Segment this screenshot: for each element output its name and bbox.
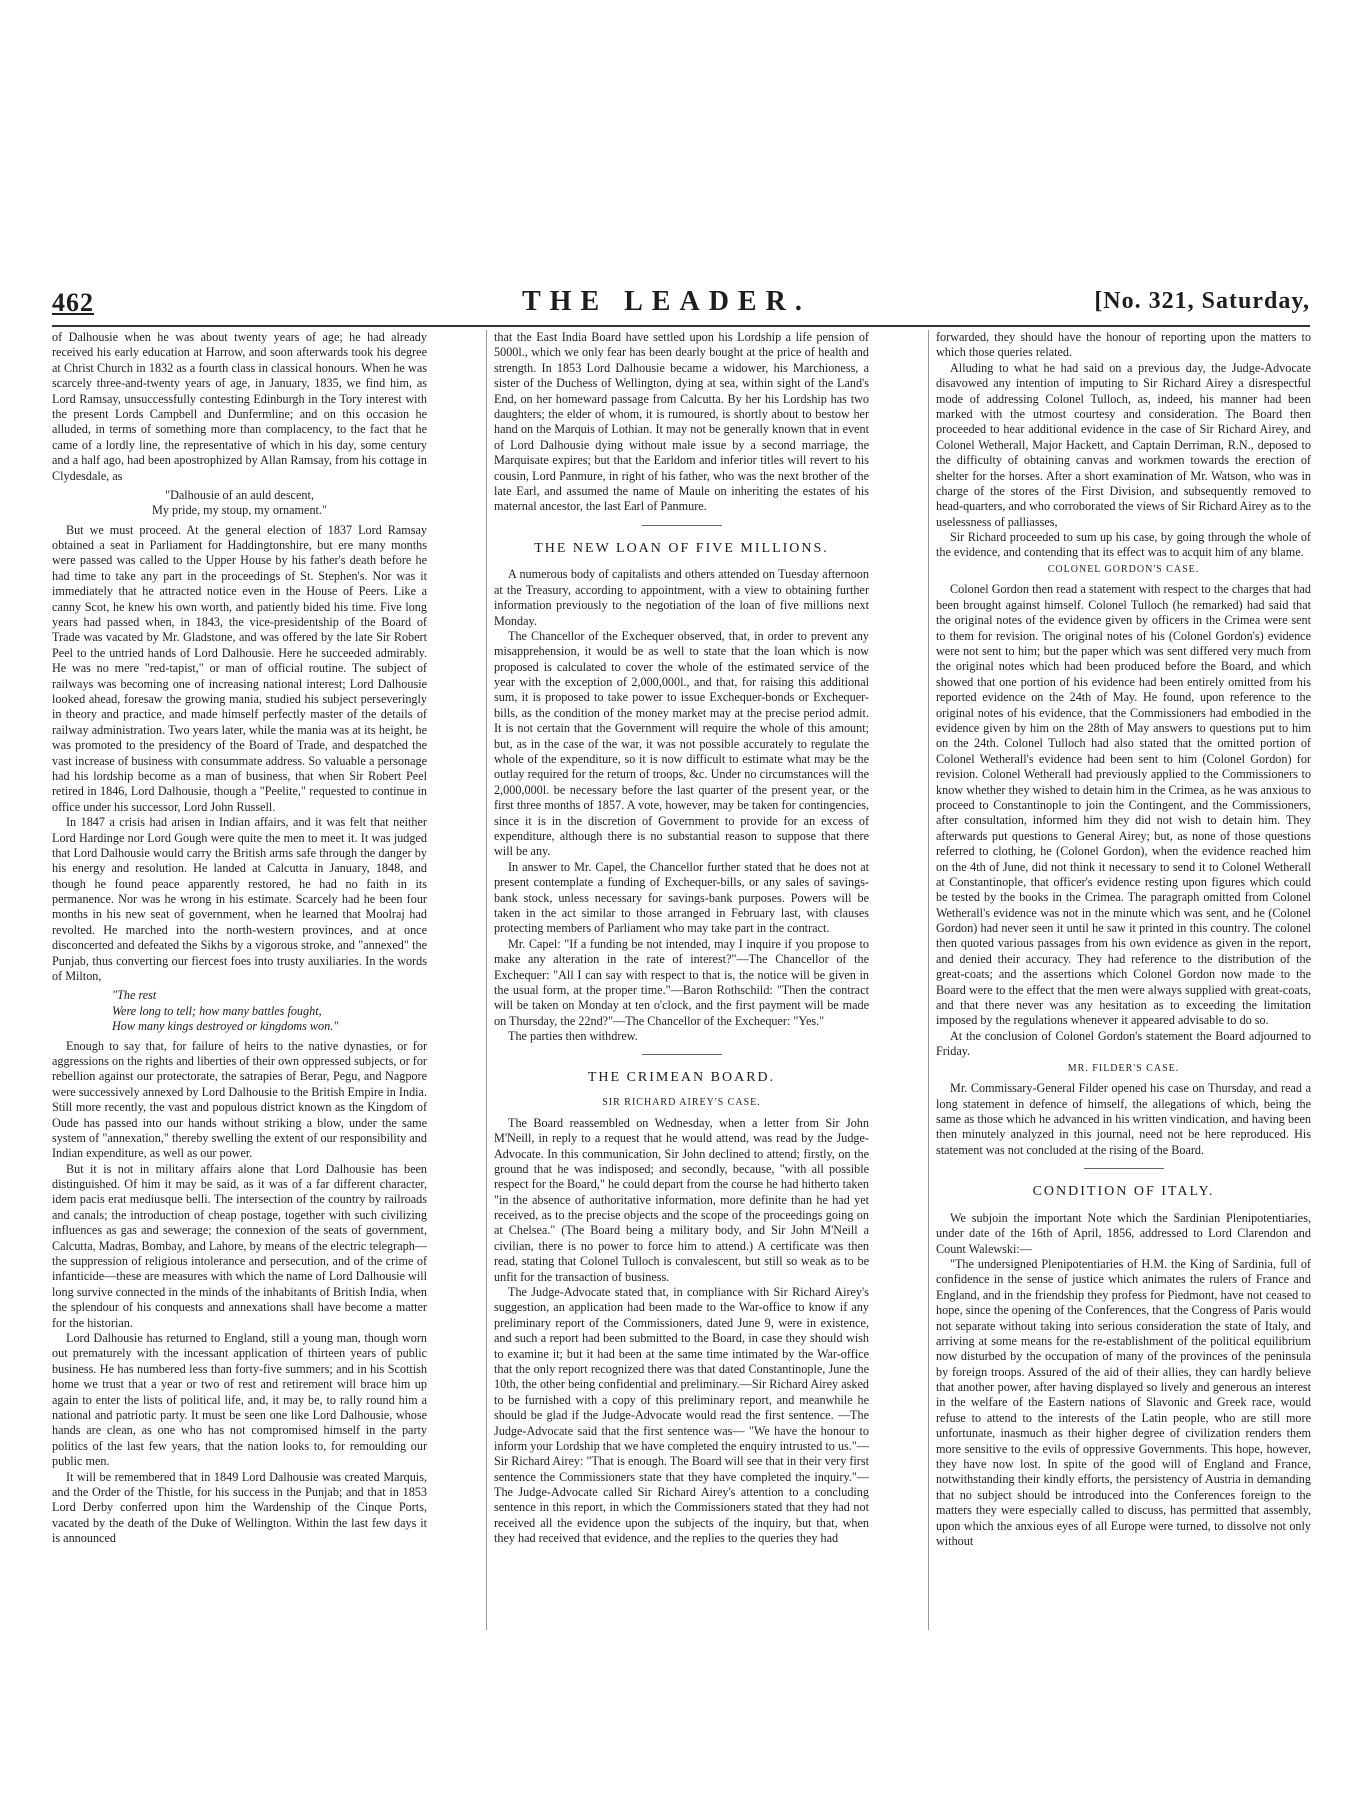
- paragraph: In answer to Mr. Capel, the Chancellor further stated that he does not at present contemplate a funding of Exchequer-bills, or any sales of savings-bank stock, unless necessary for savings-bank purposes. Powers will be taken in the act similar to those arranged in February last, with clauses protecting members of Parliament who may take part in the contract.: [494, 859, 869, 936]
- paragraph: We subjoin the important Note which the Sardinian Plenipotentiaries, under date of the 16th of April, 1856, addressed to Lord Clarendon and Count Walewski:—: [936, 1210, 1311, 1256]
- article-heading-crimean-board: THE CRIMEAN BOARD.: [587, 1070, 776, 1086]
- subheading-airey-case: SIR RICHARD AIREY'S CASE.: [602, 1097, 761, 1109]
- column-1: [52, 330, 427, 1630]
- section-separator: [642, 525, 722, 526]
- section-separator: [1084, 1168, 1164, 1169]
- subheading-gordon-case: COLONEL GORDON'S CASE.: [1047, 563, 1200, 575]
- paragraph: forwarded, they should have the honour of reporting upon the matters to which those queries related.: [936, 330, 1311, 360]
- paragraph: Lord Dalhousie has returned to England, still a young man, though worn out prematurely with the incessant application of thirteen years of public business. He has numbered less than forty-five summers; and in his Scottish home we trust that a year or two of rest and retirement will brace him up again to enter the lists of political life, and, it may be, to rally round him a national and patriotic party. It must be seen one like Lord Dalhousie, whose hands are clean, as one who has not compromised himself in the party politics of the last few years, that the nation looks to, for remoulding our public men.: [52, 1331, 427, 1469]
- page-number: 462: [52, 288, 94, 317]
- verse-quote: "The rest Were long to tell; how many battles fought, How many kings destroyed or kingdoms won.": [112, 988, 339, 1034]
- header-rule: [52, 325, 1310, 327]
- paragraph: It will be remembered that in 1849 Lord Dalhousie was created Marquis, and the Order of the Thistle, for his success in the Punjab; and that in 1853 Lord Derby conferred upon him the Wardenship of the Cinque Ports, vacated by the death of the Duke of Wellington. Within the last few days it is announced: [52, 1469, 427, 1546]
- section-separator: [642, 1054, 722, 1055]
- paragraph: Colonel Gordon then read a statement with respect to the charges that had been brought against himself. Colonel Tulloch (he remarked) had said that the original notes of the evidence given by officers in the Crimea were sent to them for revision. The original notes of his (Colonel Gordon's) evidence were not sent to him; but the paper which was sent differed very much from the original notes which had been produced before the Board, and which showed that one portion of his evidence had been entirely omitted from his reported evidence on the 24th of May. He found, upon reference to the original notes of his evidence, that the Commissioners had embodied in the evidence given by him on the 28th of May answers to questions put to him on the 24th. Colonel Tulloch had also stated that the omitted portion of Colonel Wetherall's evidence had been sent to him (Colonel Gordon) for revision. Colonel Wetherall had previously applied to the Commissioners to know whether they wished to detain him in the Crimea, as he was anxious to proceed to Constantinople to join the Contingent, and the Commissioners, after consultation, informed him they did not wish to detain him. They afterwards put questions to General Airey; but, as none of those questions referred to clothing, he (Colonel Gordon), when the evidence reached him on the 4th of June, did not think it necessary to send it to Colonel Wetherall at Constantinople, that officer's evidence resting upon figures which could be tested by the books in the Crimea. The paragraph omitted from Colonel Wetherall's evidence was not in the minute which was sent, and he (Colonel Gordon) had never seen it until he saw it printed in this country. The colonel then quoted various passages from his own evidence as given in the report, and denied their accuracy. They had reference to the distribution of the great-coats; and the assertions which Colonel Gordon now made to the Board were to the effect that the men were always supplied with great-coats, and that there never was any hesitation as to exceeding the limitation imposed by the regulations whenever it appeared advisable to do so.: [936, 582, 1311, 1028]
- paragraph: At the conclusion of Colonel Gordon's statement the Board adjourned to Friday.: [936, 1028, 1311, 1059]
- article-heading-italy: CONDITION OF ITALY.: [1032, 1184, 1215, 1200]
- article-heading-loan: THE NEW LOAN OF FIVE MILLIONS.: [534, 540, 829, 556]
- column-3: [936, 330, 1311, 1630]
- paragraph: The Judge-Advocate stated that, in compliance with Sir Richard Airey's suggestion, an application had been made to the War-office to know if any preliminary report of the Commissioners, dated June 9, were in existence, and such a report had been submitted to the Board, in case they should wish to examine it; but it had been at the same time intimated by the War-office that the only report recognized there was that dated Constantinople, June the 10th, the other being confidential and preliminary.—Sir Richard Airey asked to be furnished with a copy of this preliminary report, and meanwhile he should be glad if the Judge-Advocate would read the first sentence. —The Judge-Advocate said that the first sentence was— "We have the honour to inform your Lordship that we have completed the enquiry intrusted to us."—Sir Richard Airey: "That is enough. The Board will see that in their very first sentence the Commissioners state that they have completed the inquiry."—The Judge-Advocate called Sir Richard Airey's attention to a concluding sentence in this report, in which the Commissioners stated that they had not received all the evidence upon the subjects of the inquiry, but that, when they had received that evidence, and the replies to the queries they had: [494, 1285, 869, 1546]
- paragraph: of Dalhousie when he was about twenty years of age; he had already received his early education at Harrow, and soon afterwards took his degree at Christ Church in 1832 as a fourth class in classical honours. When he was scarcely three-and-twenty years of age, in January, 1835, we find him, as Lord Ramsay, unsuccessfully contesting Edinburgh in the Tory interest with the present Lords Campbell and Dunfermline; and on this occasion he alluded, in terms of something more than complacency, to the fact that he came of a lordly line, the representative of which in his day, some century and a half ago, had been apostrophized by Allan Ramsay, from his cottage in Clydesdale, as: [52, 330, 427, 483]
- verse-quote: "Dalhousie of an auld descent, My pride, my stoup, my ornament.": [152, 487, 327, 518]
- paragraph: In 1847 a crisis had arisen in Indian affairs, and it was felt that neither Lord Hardinge nor Lord Gough were quite the men to meet it. It was judged that Lord Dalhousie would carry the British arms safe through the danger by his energy and resolution. He landed at Calcutta in January, 1848, and though he found peace apparently restored, he had no faith in its permanence. Nor was he wrong in his estimate. Scarcely had he been four months in his new seat of government, when he learned that Moolraj had revolted. He marched into the north-western provinces, and at once disconcerted and defeated the Sikhs by a vigorous stroke, and "annexed" the Punjab, thus converting our fiercest foes into trusty auxiliaries. In the words of Milton,: [52, 815, 427, 984]
- column-divider: [486, 330, 487, 1630]
- paragraph: The Board reassembled on Wednesday, when a letter from Sir John M'Neill, in reply to a request that he would attend, was read by the Judge-Advocate. In this communication, Sir John declined to attend; firstly, on the ground that he was indisposed; and secondly, because, "with all possible respect for the Board," he could depart from the course he had hitherto taken "in the absence of authoritative information, more definite than he had yet received, as to the precise objects and the scope of the proceedings going on at Chelsea." (The Board being a military body, and Sir John M'Neill a civilian, there is no power to force him to attend.) A certificate was then read, stating that Colonel Tulloch is convalescent, but still so weak as to be unfit for the transaction of business.: [494, 1115, 869, 1284]
- paragraph: Mr. Commissary-General Filder opened his case on Thursday, and read a long statement in defence of himself, the allegations of which, being the same as those which he advanced in his written vindication, and having been then minutely analyzed in this journal, need not be here reproduced. His statement was not concluded at the rising of the Board.: [936, 1081, 1311, 1157]
- paragraph: Sir Richard proceeded to sum up his case, by going through the whole of the evidence, and contending that its effect was to acquit him of any blame.: [936, 530, 1311, 560]
- paragraph: Mr. Capel: "If a funding be not intended, may I inquire if you propose to make any alteration in the rate of interest?"—The Chancellor of the Exchequer: "All I can say with respect to that is, the notice will be given in the usual form, at the proper time."—Baron Rothschild: "Then the contract will be taken on Monday at ten o'clock, and the first payment will be made on Thursday, the 22nd?"—The Chancellor of the Exchequer: "Yes.": [494, 936, 869, 1028]
- paragraph: A numerous body of capitalists and others attended on Tuesday afternoon at the Treasury, according to appointment, with a view to obtaining further information previously to the negotiation of the loan of five millions next Monday.: [494, 567, 869, 628]
- paragraph: that the East India Board have settled upon his Lordship a life pension of 5000l., which we only fear has been dearly bought at the price of health and strength. In 1853 Lord Dalhousie became a widower, his Marchioness, a sister of the Duchess of Wellington, dying at sea, within sight of the Land's End, on her homeward passage from Calcutta. By her his Lordship has two daughters; the elder of whom, it is rumoured, is shortly about to bestow her hand on the Marquis of Lothian. It may not be generally known that in event of Lord Dalhousie dying without male issue by a second marriage, the Marquisate expires; but that the Earldom and inferior titles will revert to his cousin, Lord Panmure, in right of his father, who was the next brother of the late Earl, and assumed the name of Maule on inheriting the estates of his maternal ancestor, the last Earl of Panmure.: [494, 330, 869, 514]
- issue-number: [No. 321, Saturday,: [1094, 288, 1310, 314]
- paragraph: Alluding to what he had said on a previous day, the Judge-Advocate disavowed any intention of imputing to Sir Richard Airey a disrespectful mode of addressing Colonel Tulloch, as, indeed, his manner had been marked with the utmost courtesy and consideration. The Board then proceeded to hear additional evidence in the case of Sir Richard Airey, and Colonel Wetherall, Major Hackett, and Captain Derriman, R.N., deposed to the difficulty of obtaining canvas and workmen towards the erection of shelter for the horses. After a short examination of Mr. Watson, who was in charge of the stores of the First Division, and subsequently removed to head-quarters, and who corroborated the views of Sir Richard Airey as to the uselessness of palliasses,: [936, 360, 1311, 529]
- paragraph: But we must proceed. At the general election of 1837 Lord Ramsay obtained a seat in Parliament for Haddingtonshire, but ere many months were passed was called to the Upper House by his father's death before he had time to take any part in the proceedings of St. Stephen's. Nor was it immediately that he attracted notice even in the House of Peers. Like a canny Scot, he knew his own worth, and patiently bided his time. Five long years had passed when, in 1843, the vice-presidentship of the Board of Trade was vacated by Mr. Gladstone, and was offered by the late Sir Robert Peel to the untried hands of Lord Dalhousie. Here he succeeded admirably. He was no mere "red-tapist," or man of official routine. The subject of railways was becoming one of increasing national interest; Lord Dalhousie looked ahead, foresaw the growing mania, studied his subject perseveringly in theory and practice, and made himself perfectly master of the details of railway administration. Two years later, while the mania was at its height, he was promoted to the presidency of the Board of Trade, and despatched the vast increase of business with consummate address. So valuable a personage had his lordship become as a man of business, that when Sir Robert Peel retired in 1846, Lord Dalhousie, though a "Peelite," requested to continue in office under his successor, Lord John Russell.: [52, 522, 427, 814]
- masthead-title: THE LEADER.: [522, 286, 811, 317]
- paragraph: Enough to say that, for failure of heirs to the native dynasties, or for aggressions on the rights and liberties of their own oppressed subjects, or for rebellion against our protectorate, the satrapies of Berar, Pegu, and Nagpore were successively annexed by Lord Dalhousie to the British Empire in India. Still more recently, the vast and populous district known as the Kingdom of Oude has passed into our hands without striking a blow, under the same system of "annexation," thereby swelling the extent of our responsibility and Indian expenditure, as well as our power.: [52, 1038, 427, 1161]
- column-divider: [928, 330, 929, 1630]
- subheading-filder-case: MR. FILDER'S CASE.: [1067, 1062, 1180, 1074]
- page-header: [52, 286, 1310, 320]
- column-2: [494, 330, 869, 1630]
- paragraph: "The undersigned Plenipotentiaries of H.M. the King of Sardinia, full of confidence in the sense of justice which animates the rulers of France and England, and in the friendship they profess for Piedmont, have not ceased to hope, since the opening of the Conferences, that the Congress of Paris would not separate without taking into serious consideration the state of Italy, and arriving at some means for the re-establishment of the political equilibrium now disturbed by the occupation of many of the provinces of the peninsula by foreign troops. Assured of the aid of their allies, they can hardly believe that another power, after having displayed so lively and generous an interest in the welfare of the Eastern nations of Slavonic and Greek race, would refuse to attend to the interests of the Latin people, who are still more unfortunate, inasmuch as their higher degree of civilization renders them more sensitive to the evils of oppressive Governments. This hope, however, they have now lost. In spite of the good will of England and France, notwithstanding their kindly efforts, the persistency of Austria in demanding that no subject should be introduced into the Conferences foreign to the matters they were especially called to discuss, has permitted that assembly, upon which the anxious eyes of all Europe were turned, to dissolve not only without: [936, 1256, 1311, 1548]
- paragraph: The parties then withdrew.: [508, 1029, 638, 1044]
- paragraph: The Chancellor of the Exchequer observed, that, in order to prevent any misapprehension, it would be as well to state that the loan which is now proposed is calculated to cover the whole of the estimated service of the year with the exception of 2,000,000l., and that, for raising this additional sum, it is proposed to take power to issue Exchequer-bonds or Exchequer-bills, as the condition of the money market may at the precise period admit. It is not certain that the Government will require the whole of this amount; but, as in the case of the war, it was not possible accurately to regulate the whole of the expenditure, so it is now difficult to estimate what may be the outlay required for the return of troops, &c. Under no circumstances will the 2,000,000l. be necessary before the last quarter of the present year, or the first three months of 1857. A vote, however, may be taken for contingencies, since it is in the discretion of Government to provide for an excess of expenditure, although there is no substantial reason to suppose that there will be any.: [494, 628, 869, 859]
- paragraph: But it is not in military affairs alone that Lord Dalhousie has been distinguished. Of him it may be said, as it was of a far different character, idem pacis erat mediusque belli. The intersection of the country by railroads and canals; the introduction of cheap postage, together with such civilizing influences as gas and sewerage; the connexion of the seats of government, Calcutta, Madras, Bombay, and Lahore, by means of the electric telegraph—the suppression of religious intolerance and persecution, and of the crime of infanticide—these are measures with which the name of Lord Dalhousie will long survive connected in the minds of the inhabitants of British India, when the splendour of his conquests and annexations shall have become a matter for the historian.: [52, 1161, 427, 1330]
